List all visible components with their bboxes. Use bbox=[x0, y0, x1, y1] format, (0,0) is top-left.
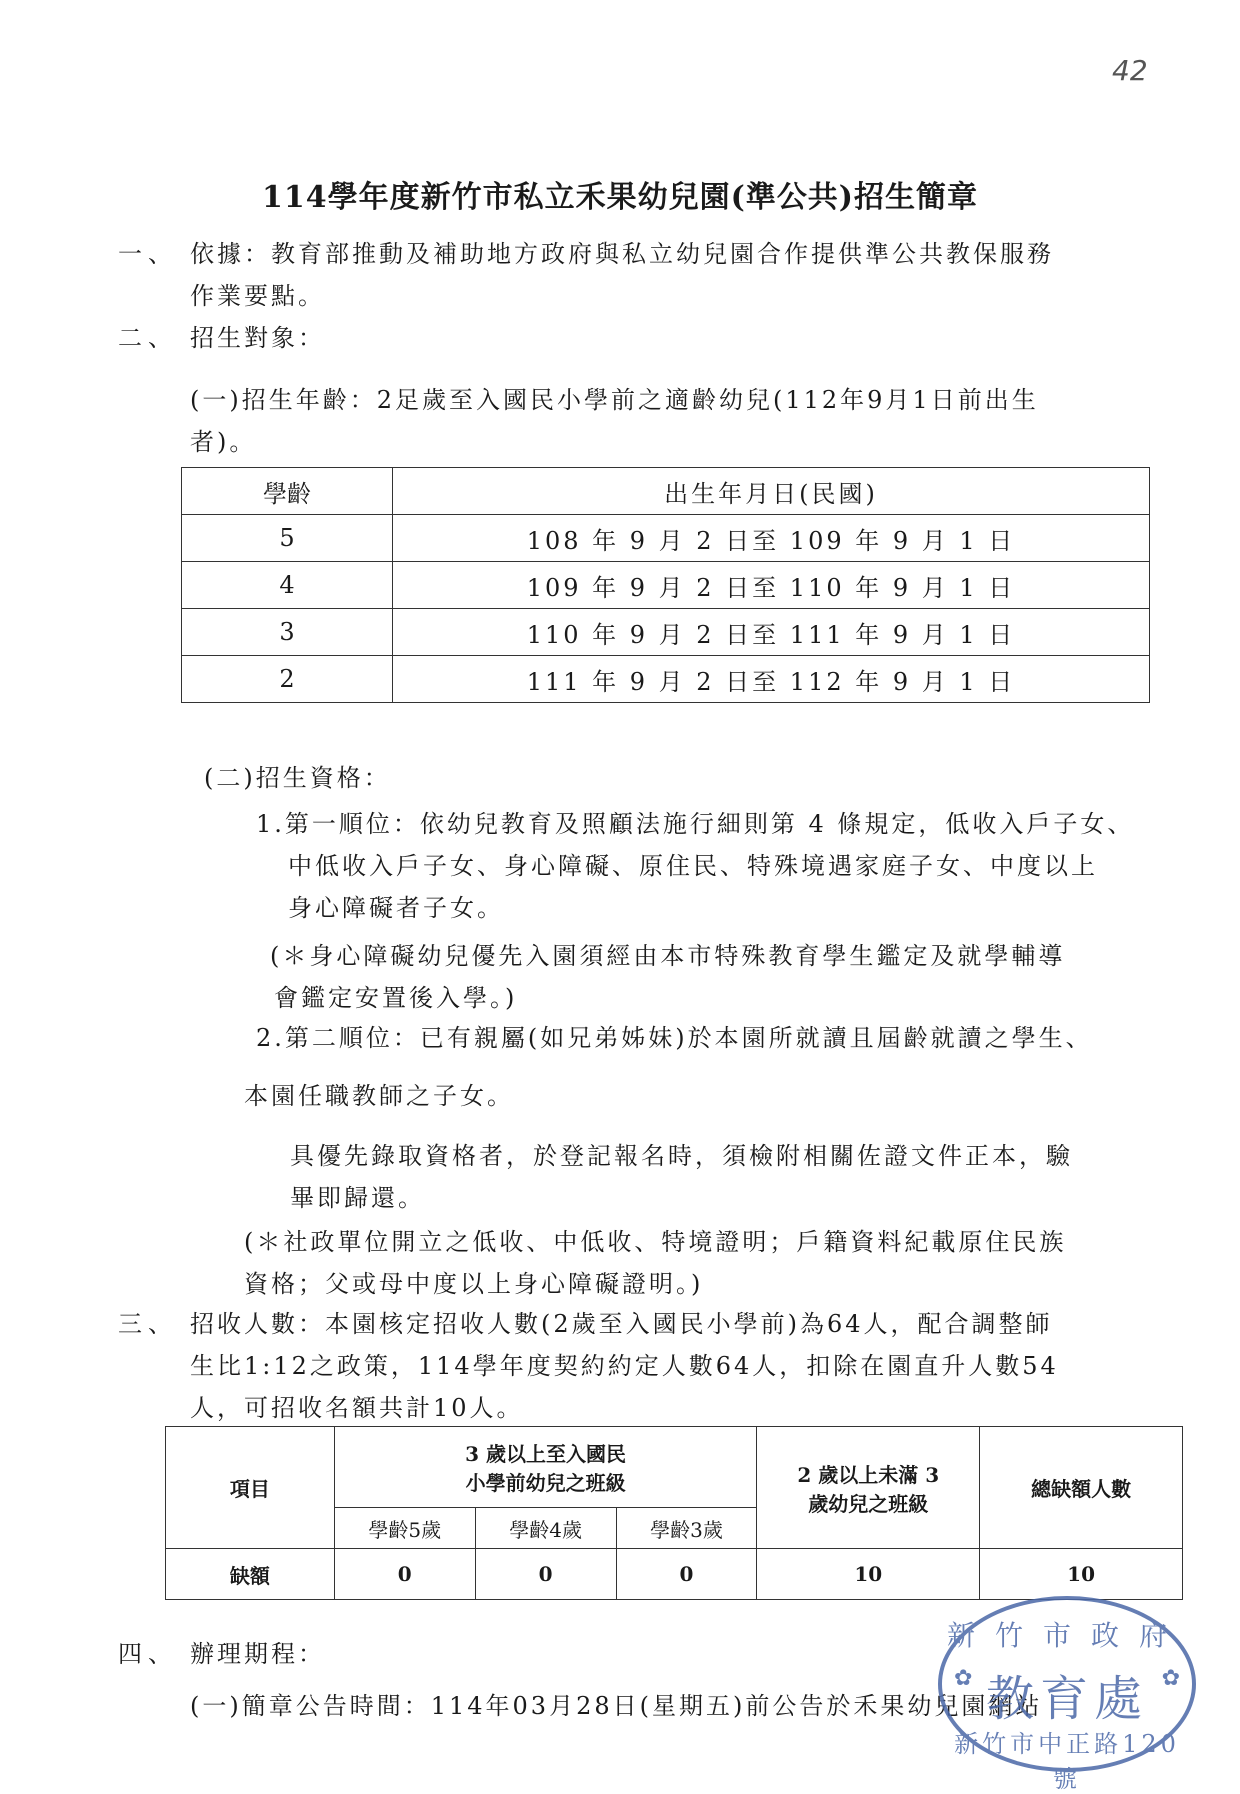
table-row bbox=[182, 609, 1150, 656]
table-row bbox=[182, 562, 1150, 609]
table-cell-value: 0 bbox=[475, 1549, 616, 1600]
table-subheader-age4: 學齡4歲 bbox=[475, 1508, 616, 1549]
table-header-cell: 出生年月日(民國) bbox=[393, 468, 1150, 515]
priority-docs-line1: 具優先錄取資格者，於登記報名時，須檢附相關佐證文件正本，驗 bbox=[290, 1142, 1073, 1170]
table-cell-value: 0 bbox=[334, 1549, 475, 1600]
qualification-heading: (二)招生資格： bbox=[204, 764, 391, 792]
note2-line2: 資格；父或母中度以上身心障礙證明。) bbox=[244, 1270, 704, 1298]
table-cell-value: 10 bbox=[980, 1549, 1183, 1600]
note1-line1: (＊身心障礙幼兒優先入園須經由本市特殊教育學生鑑定及就學輔導 bbox=[270, 942, 1066, 970]
table-cell-age: 2 bbox=[182, 656, 393, 703]
flower-emblem-icon: ✿ bbox=[954, 1666, 973, 1691]
table-cell-date-range: 111 年 9 月 2 日至 112 年 9 月 1 日 bbox=[393, 656, 1150, 703]
section4-line1: (一)簡章公告時間：114年03月28日(星期五)前公告於禾果幼兒園網站 bbox=[190, 1692, 1043, 1720]
table-cell-date-range: 108 年 9 月 2 日至 109 年 9 月 1 日 bbox=[393, 515, 1150, 562]
official-seal-stamp bbox=[938, 1596, 1196, 1793]
table-header-total: 總缺額人數 bbox=[980, 1427, 1183, 1549]
table-cell-date-range: 109 年 9 月 2 日至 110 年 9 月 1 日 bbox=[393, 562, 1150, 609]
table-row bbox=[182, 656, 1150, 703]
flower-emblem-icon: ✿ bbox=[1161, 1666, 1180, 1691]
section1-number: 一、 bbox=[118, 240, 178, 268]
age-paragraph-line2: 者)。 bbox=[190, 428, 257, 456]
table-subheader-age5: 學齡5歲 bbox=[334, 1508, 475, 1549]
quota-table bbox=[165, 1426, 1183, 1600]
table-cell-age: 3 bbox=[182, 609, 393, 656]
section3-line2: 生比1:12之政策，114學年度契約約定人數64人，扣除在園直升人數54 bbox=[190, 1352, 1059, 1380]
seal-bottom-text: 新竹市中正路120號 bbox=[954, 1730, 1180, 1793]
table-cell-date-range: 110 年 9 月 2 日至 111 年 9 月 1 日 bbox=[393, 609, 1150, 656]
section2-number: 二、 bbox=[118, 324, 178, 352]
table-row bbox=[182, 515, 1150, 562]
table-header-row bbox=[166, 1427, 1183, 1508]
birthdate-table bbox=[181, 467, 1150, 703]
note1-line2: 會鑑定安置後入學。) bbox=[274, 984, 518, 1012]
priority2-line1: 2.第二順位：已有親屬(如兄弟姊妹)於本園所就讀且屆齡就讀之學生、 bbox=[256, 1024, 1093, 1052]
table-header-2to3-group bbox=[757, 1427, 980, 1549]
header-2to3-line2: 歲幼兒之班級 bbox=[808, 1491, 929, 1516]
table-row bbox=[166, 1549, 1183, 1600]
section4-number: 四、 bbox=[118, 1640, 178, 1668]
section3-line3: 人，可招收名額共計10人。 bbox=[190, 1394, 524, 1422]
priority1-line2: 中低收入戶子女、身心障礙、原住民、特殊境遇家庭子女、中度以上 bbox=[288, 852, 1098, 880]
table-cell-age: 4 bbox=[182, 562, 393, 609]
table-header-item: 項目 bbox=[166, 1427, 335, 1549]
section3-number: 三、 bbox=[118, 1310, 178, 1338]
seal-middle-text: 教育處 bbox=[985, 1671, 1148, 1727]
section1-line1: 依據：教育部推動及補助地方政府與私立幼兒園合作提供準公共教保服務 bbox=[190, 240, 1054, 268]
section4-heading: 辦理期程： bbox=[190, 1640, 325, 1668]
table-header-row bbox=[182, 468, 1150, 515]
header-3up-line1: 3 歲以上至入國民 bbox=[465, 1442, 627, 1466]
priority1-line3: 身心障礙者子女。 bbox=[288, 894, 504, 922]
document-title: 114學年度新竹市私立禾果幼兒園(準公共)招生簡章 bbox=[261, 180, 978, 215]
table-cell-value: 10 bbox=[757, 1549, 980, 1600]
header-3up-line2: 小學前幼兒之班級 bbox=[465, 1471, 626, 1495]
priority1-line1: 1.第一順位：依幼兒教育及照顧法施行細則第 4 條規定，低收入戶子女、 bbox=[256, 810, 1135, 838]
table-subheader-age3: 學齡3歲 bbox=[616, 1508, 757, 1549]
table-header-cell: 學齡 bbox=[182, 468, 393, 515]
priority2-line2: 本園任職教師之子女。 bbox=[244, 1082, 514, 1110]
table-cell-label: 缺額 bbox=[166, 1549, 335, 1600]
section2-heading: 招生對象： bbox=[190, 324, 325, 352]
page-number: 42 bbox=[1112, 54, 1148, 87]
table-cell-age: 5 bbox=[182, 515, 393, 562]
table-header-3up-group bbox=[334, 1427, 757, 1508]
age-paragraph-line1: (一)招生年齡：2足歲至入國民小學前之適齡幼兒(112年9月1日前出生 bbox=[190, 386, 1039, 414]
header-2to3-line1: 2 歲以上未滿 3 bbox=[797, 1462, 940, 1487]
table-cell-value: 0 bbox=[616, 1549, 757, 1600]
note2-line1: (＊社政單位開立之低收、中低收、特境證明；戶籍資料紀載原住民族 bbox=[244, 1228, 1067, 1256]
section1-line2: 作業要點。 bbox=[190, 282, 325, 310]
priority-docs-line2: 畢即歸還。 bbox=[290, 1184, 425, 1212]
section3-line1: 招收人數：本園核定招收人數(2歲至入國民小學前)為64人，配合調整師 bbox=[190, 1310, 1053, 1338]
seal-top-text: 新竹市政府 bbox=[946, 1619, 1187, 1652]
